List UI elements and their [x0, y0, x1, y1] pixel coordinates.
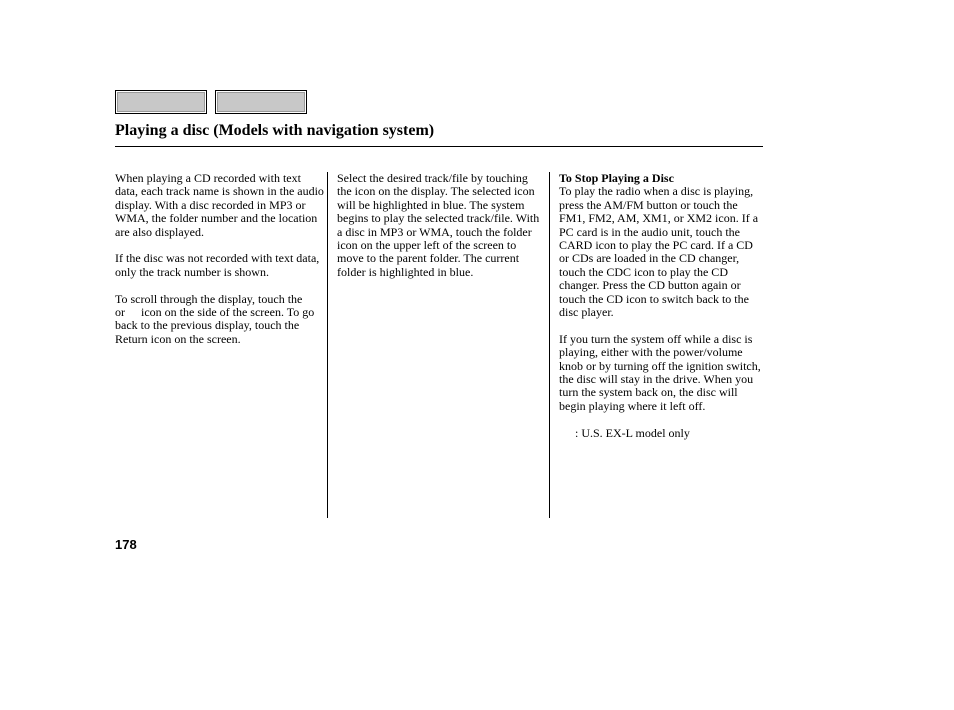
section-tab-1[interactable]	[115, 90, 207, 114]
paragraph-select-track: Select the desired track/file by touching the icon on the display. The selected icon will be highlighted in blue. The system begins to play the selected track/file. With a disc in MP3 or WMA, touch the folder icon on the upper left of the screen to move to the parent folder. The current folder is highlighted in blue.	[337, 171, 540, 279]
text-column-3	[559, 172, 763, 453]
column-divider-2	[549, 172, 550, 518]
footnote-model: : U.S. EX-L model only	[575, 425, 690, 440]
title-rule	[115, 146, 763, 147]
paragraph-scroll	[115, 293, 325, 347]
text-column-1	[115, 172, 325, 360]
text-column-2	[337, 172, 545, 293]
page-title: Playing a disc (Models with navigation system)	[115, 122, 435, 139]
stop-text-end: icon. If a PC card is in the audio unit, touch the CARD icon to play the PC card. If a CD or CDs are loaded in the CD changer, touch the CDC icon to play the CD changer. Press the CD button again or touch the CD icon to switch back to the disc player.	[559, 211, 759, 320]
paragraph-track-number: If the disc was not recorded with text data, only the track number is shown.	[115, 251, 320, 279]
paragraph-stop-playing	[559, 185, 763, 319]
column-divider-1	[327, 172, 328, 518]
stop-text-comma: , or	[667, 211, 684, 226]
scroll-text-or: or	[115, 305, 125, 320]
stop-text-xm2: XM2	[686, 211, 713, 226]
page-number: 178	[115, 537, 137, 552]
section-heading-stop: To Stop Playing a Disc	[559, 171, 674, 185]
section-tab-2[interactable]	[215, 90, 307, 114]
paragraph-system-off: If you turn the system off while a disc is playing, either with the power/volume knob or by turning off the ignition switch, the disc will stay in the drive. When you turn the system back on, the disc will begin playing where it left off.	[559, 331, 761, 413]
scroll-text-end: icon on the side of the screen. To go back to the previous display, touch the Return icon on the screen.	[115, 305, 315, 346]
paragraph-text-display: When playing a CD recorded with text data, each track name is shown in the audio display. With a disc recorded in MP3 or WMA, the folder number and the location are also displayed.	[115, 171, 324, 239]
stop-text-start: To play the radio when a disc is playing, press the AM/FM button or touch the FM1, FM2, AM, XM1	[559, 184, 754, 226]
scroll-text-start: To scroll through the display, touch the	[115, 291, 303, 306]
